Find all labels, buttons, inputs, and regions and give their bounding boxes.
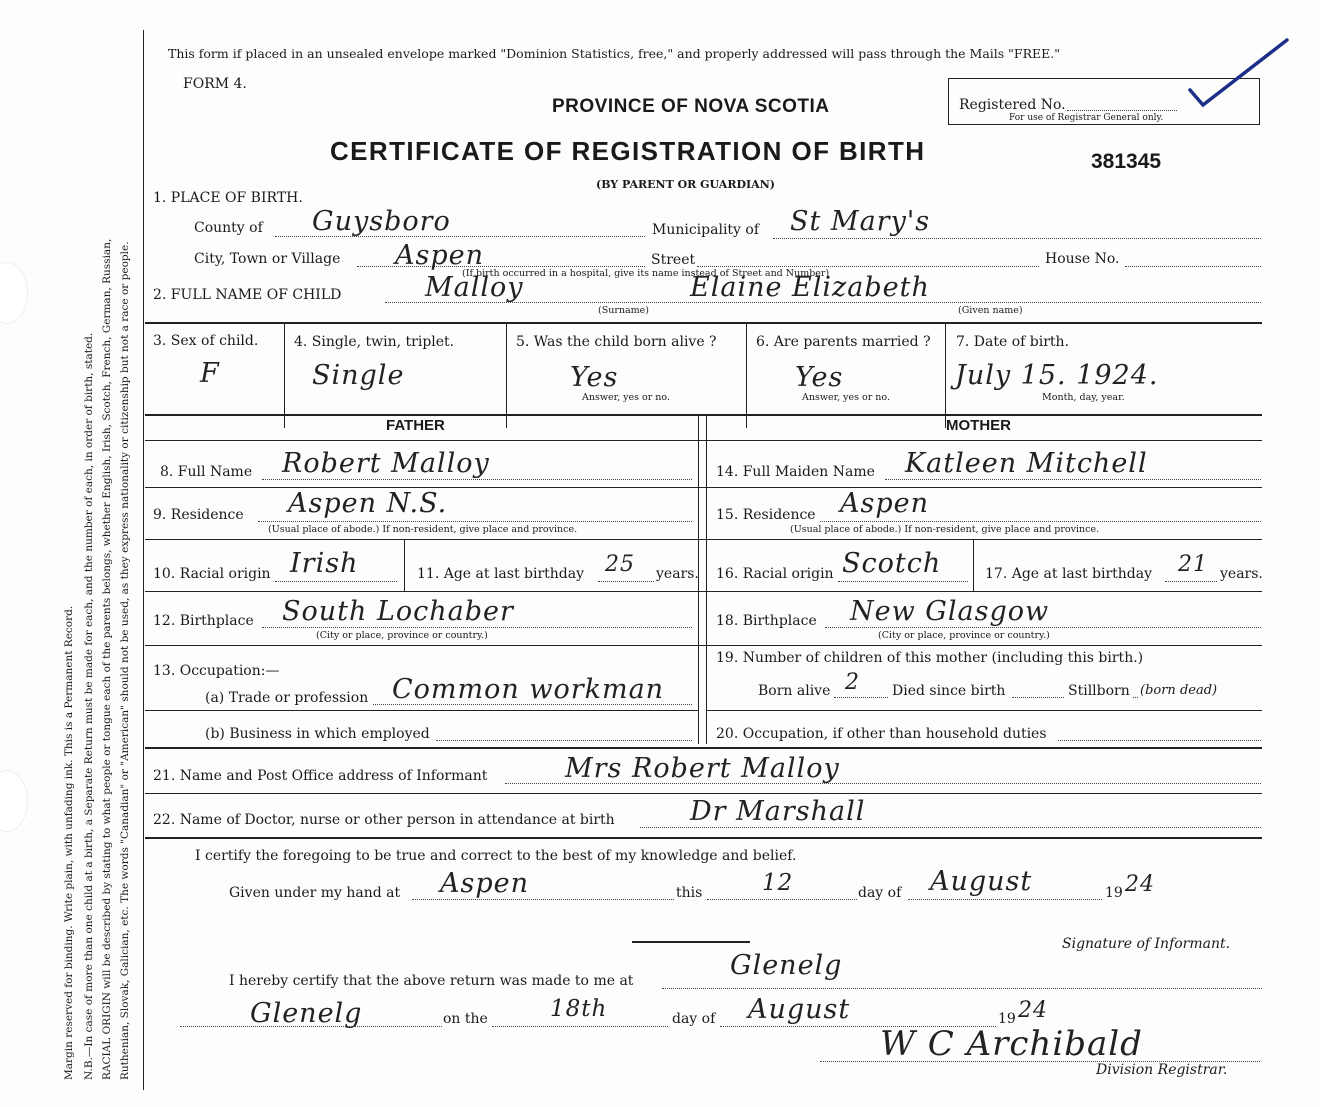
married-value: Yes	[795, 362, 844, 393]
mother-birthplace-label: 18. Birthplace	[716, 613, 817, 629]
place-heading: 1. PLACE OF BIRTH.	[153, 190, 303, 206]
dob-label: 7. Date of birth.	[956, 334, 1070, 350]
mother-age-label: 17. Age at last birthday	[985, 566, 1153, 582]
father-trade-value: Common workman	[392, 674, 665, 705]
certify-statement: I certify the foregoing to be true and correct to the best of my knowledge and belief.	[195, 848, 797, 864]
binding-hole-top	[0, 262, 28, 324]
mother-residence-caption: (Usual place of abode.) If non-resident, give place and province.	[790, 524, 1100, 535]
alive-caption: Answer, yes or no.	[582, 392, 671, 403]
father-birthplace-caption: (City or place, province or country.)	[316, 630, 488, 641]
province-heading: PROVINCE OF NOVA SCOTIA	[552, 96, 830, 117]
informant-label: 21. Name and Post Office address of Informant	[153, 768, 488, 784]
married-caption: Answer, yes or no.	[802, 392, 891, 403]
mother-residence-value: Aspen	[840, 488, 930, 519]
mother-racial-value: Scotch	[842, 548, 942, 579]
dob-value: July 15. 1924.	[955, 360, 1159, 391]
given-month: August	[930, 866, 1033, 897]
father-years: years.	[656, 566, 699, 582]
given-caption: (Given name)	[958, 305, 1023, 316]
street-label: Street	[651, 252, 696, 268]
father-residence-value: Aspen N.S.	[288, 488, 448, 519]
child-surname: Malloy	[425, 272, 524, 303]
mother-age-value: 21	[1178, 552, 1208, 577]
form-number: FORM 4.	[183, 76, 247, 92]
mail-notice: This form if placed in an unsealed envelope marked "Dominion Statistics, free," and properly addressed will pass through the Mails "FREE."	[168, 46, 1060, 61]
child-given-name: Elaine Elizabeth	[690, 272, 930, 303]
died-label: Died since birth	[892, 683, 1006, 699]
registrar-month: August	[748, 994, 851, 1025]
city-value: Aspen	[395, 240, 485, 271]
hospital-note: (If birth occurred in a hospital, give its name instead of Street and Number)	[462, 268, 830, 279]
registrar-year: 24	[1018, 998, 1048, 1023]
given-this: this	[676, 885, 703, 901]
certificate-title: CERTIFICATE OF REGISTRATION OF BIRTH	[330, 136, 926, 166]
registrar-signature: W C Archibald	[880, 1024, 1143, 1064]
registered-note: For use of Registrar General only.	[1009, 113, 1164, 123]
city-label: City, Town or Village	[194, 251, 341, 267]
margin-note-nationality: Ruthenian, Slovak, Galician, etc. The words "Canadian" or "American" should not be used, as they express nationality or citizenship but not a race or people.	[119, 241, 131, 1080]
registrar-place: Glenelg	[730, 950, 843, 981]
father-racial-label: 10. Racial origin	[153, 566, 271, 582]
margin-note-racial-origin: RACIAL ORIGIN will be described by stating to what people or tongue each of the parents belongs, whether English, Irish, Scotch, French, German, Russian,	[101, 238, 113, 1080]
margin-rule	[143, 30, 144, 1090]
given-day-of: day of	[858, 885, 902, 901]
plurality-label: 4. Single, twin, triplet.	[294, 334, 455, 350]
margin-note-multiple-births: N.B.—In case of more than one child at a birth, a Separate Return must be made for each, and the number of each, in order of birth, stated.	[83, 332, 95, 1080]
father-birthplace-label: 12. Birthplace	[153, 613, 254, 629]
county-value: Guysboro	[312, 206, 451, 237]
father-age-value: 25	[605, 552, 635, 577]
born-alive-value: 2	[845, 670, 860, 695]
mother-birthplace-caption: (City or place, province or country.)	[878, 630, 1050, 641]
registrar-statement: I hereby certify that the above return was made to me at	[229, 973, 634, 989]
house-label: House No.	[1045, 251, 1120, 267]
registrar-on-the: on the	[443, 1011, 488, 1027]
mother-racial-label: 16. Racial origin	[716, 566, 834, 582]
mother-birthplace-value: New Glasgow	[850, 596, 1050, 627]
born-alive-label: Born alive	[758, 683, 831, 699]
father-name-value: Robert Malloy	[282, 448, 490, 479]
alive-value: Yes	[570, 362, 619, 393]
informant-value: Mrs Robert Malloy	[565, 753, 840, 784]
doctor-value: Dr Marshall	[690, 796, 866, 827]
municipality-label: Municipality of	[652, 222, 760, 238]
father-racial-value: Irish	[290, 548, 359, 579]
mother-years: years.	[1220, 566, 1263, 582]
mother-name-value: Katleen Mitchell	[905, 448, 1148, 479]
certificate-subtitle: (BY PARENT OR GUARDIAN)	[596, 178, 775, 191]
registrar-title: Division Registrar.	[1096, 1062, 1228, 1078]
father-occupation-label: 13. Occupation:—	[153, 663, 280, 679]
stillborn-caption: (born dead)	[1140, 683, 1218, 698]
given-day: 12	[762, 870, 794, 896]
informant-signature-line	[632, 941, 750, 943]
registered-label: Registered No.	[959, 97, 1066, 113]
municipality-value: St Mary's	[790, 206, 931, 237]
married-label: 6. Are parents married ?	[756, 334, 931, 350]
father-name-label: 8. Full Name	[160, 464, 253, 480]
sex-label: 3. Sex of child.	[153, 333, 259, 349]
father-heading: FATHER	[386, 417, 445, 434]
dob-caption: Month, day, year.	[1042, 392, 1125, 403]
doctor-label: 22. Name of Doctor, nurse or other person in attendance at birth	[153, 812, 615, 828]
checkmark-icon	[1185, 35, 1295, 110]
mother-name-label: 14. Full Maiden Name	[716, 464, 875, 480]
stillborn-label: Stillborn	[1068, 683, 1130, 699]
registrar-place-2: Glenelg	[250, 998, 363, 1029]
registrar-year-prefix: 19	[998, 1011, 1016, 1027]
father-business-label: (b) Business in which employed	[205, 726, 430, 742]
stamp-number: 381345	[1091, 150, 1162, 173]
father-birthplace-value: South Lochaber	[282, 596, 514, 627]
surname-caption: (Surname)	[598, 305, 649, 316]
given-year-prefix: 19	[1105, 885, 1123, 901]
plurality-value: Single	[312, 360, 405, 391]
sex-value: F	[200, 358, 220, 389]
county-label: County of	[194, 220, 263, 236]
signature-informant-caption: Signature of Informant.	[1062, 936, 1231, 952]
child-name-label: 2. FULL NAME OF CHILD	[153, 287, 342, 303]
registrar-day-of: day of	[672, 1011, 716, 1027]
mother-heading: MOTHER	[946, 417, 1011, 434]
margin-note-binding: Margin reserved for binding. Write plain, with unfading ink. This is a Permanent Record.	[63, 605, 75, 1080]
given-label: Given under my hand at	[229, 885, 401, 901]
father-residence-label: 9. Residence	[153, 507, 244, 523]
mother-occupation-label: 20. Occupation, if other than household duties	[716, 726, 1047, 742]
registrar-day: 18th	[550, 996, 608, 1022]
children-label: 19. Number of children of this mother (including this birth.)	[716, 650, 1144, 666]
father-residence-caption: (Usual place of abode.) If non-resident, give place and province.	[268, 524, 578, 535]
binding-hole-bottom	[0, 770, 28, 832]
father-age-label: 11. Age at last birthday	[417, 566, 585, 582]
alive-label: 5. Was the child born alive ?	[516, 334, 717, 350]
mother-residence-label: 15. Residence	[716, 507, 816, 523]
father-trade-label: (a) Trade or profession	[205, 690, 369, 706]
given-place: Aspen	[440, 868, 530, 899]
given-year: 24	[1125, 872, 1155, 897]
